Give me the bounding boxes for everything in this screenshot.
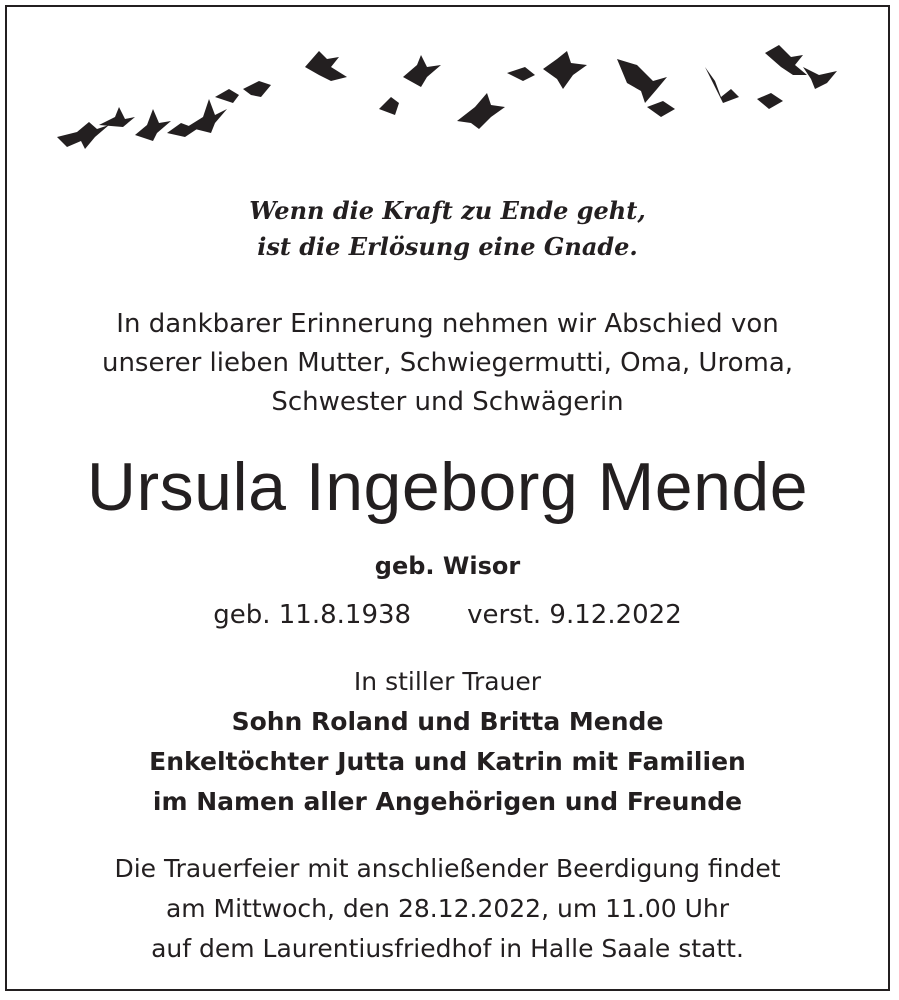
intro-line-3: Schwester und Schwägerin <box>271 387 624 417</box>
mourner-line-1: Sohn Roland und Britta Mende <box>231 707 664 736</box>
mourner-line-3: im Namen aller Angehörigen und Freunde <box>152 787 743 816</box>
life-dates <box>7 597 888 633</box>
deceased-name: Ursula Ingeborg Mende <box>86 449 809 525</box>
flying-cranes-icon <box>47 37 857 177</box>
quote-line-1: Wenn die Kraft zu Ende geht, <box>249 196 646 225</box>
obituary-card <box>5 5 890 991</box>
birth-date: geb. 11.8.1938 <box>213 600 412 630</box>
intro-line-1: In dankbarer Erinnerung nehmen wir Abschied von <box>116 309 779 339</box>
death-date: verst. 9.12.2022 <box>467 600 682 630</box>
mourners-block <box>7 662 888 822</box>
ceremony-line-3: auf dem Laurentiusfriedhof in Halle Saale statt. <box>151 934 744 963</box>
intro-line-2: unserer lieben Mutter, Schwiegermutti, Oma, Uroma, <box>101 348 794 378</box>
ceremony-line-1: Die Trauerfeier mit anschließender Beerdigung findet <box>114 854 781 883</box>
intro-text <box>7 305 888 422</box>
maiden-name: geb. Wisor <box>374 552 521 580</box>
mourner-line-2: Enkeltöchter Jutta und Katrin mit Familien <box>149 747 746 776</box>
ceremony-line-2: am Mittwoch, den 28.12.2022, um 11.00 Uhr <box>165 894 730 923</box>
ceremony-info <box>7 849 888 969</box>
quote-line-2: ist die Erlösung eine Gnade. <box>257 232 638 261</box>
mourning-heading: In stiller Trauer <box>353 667 542 696</box>
quote <box>7 193 888 265</box>
